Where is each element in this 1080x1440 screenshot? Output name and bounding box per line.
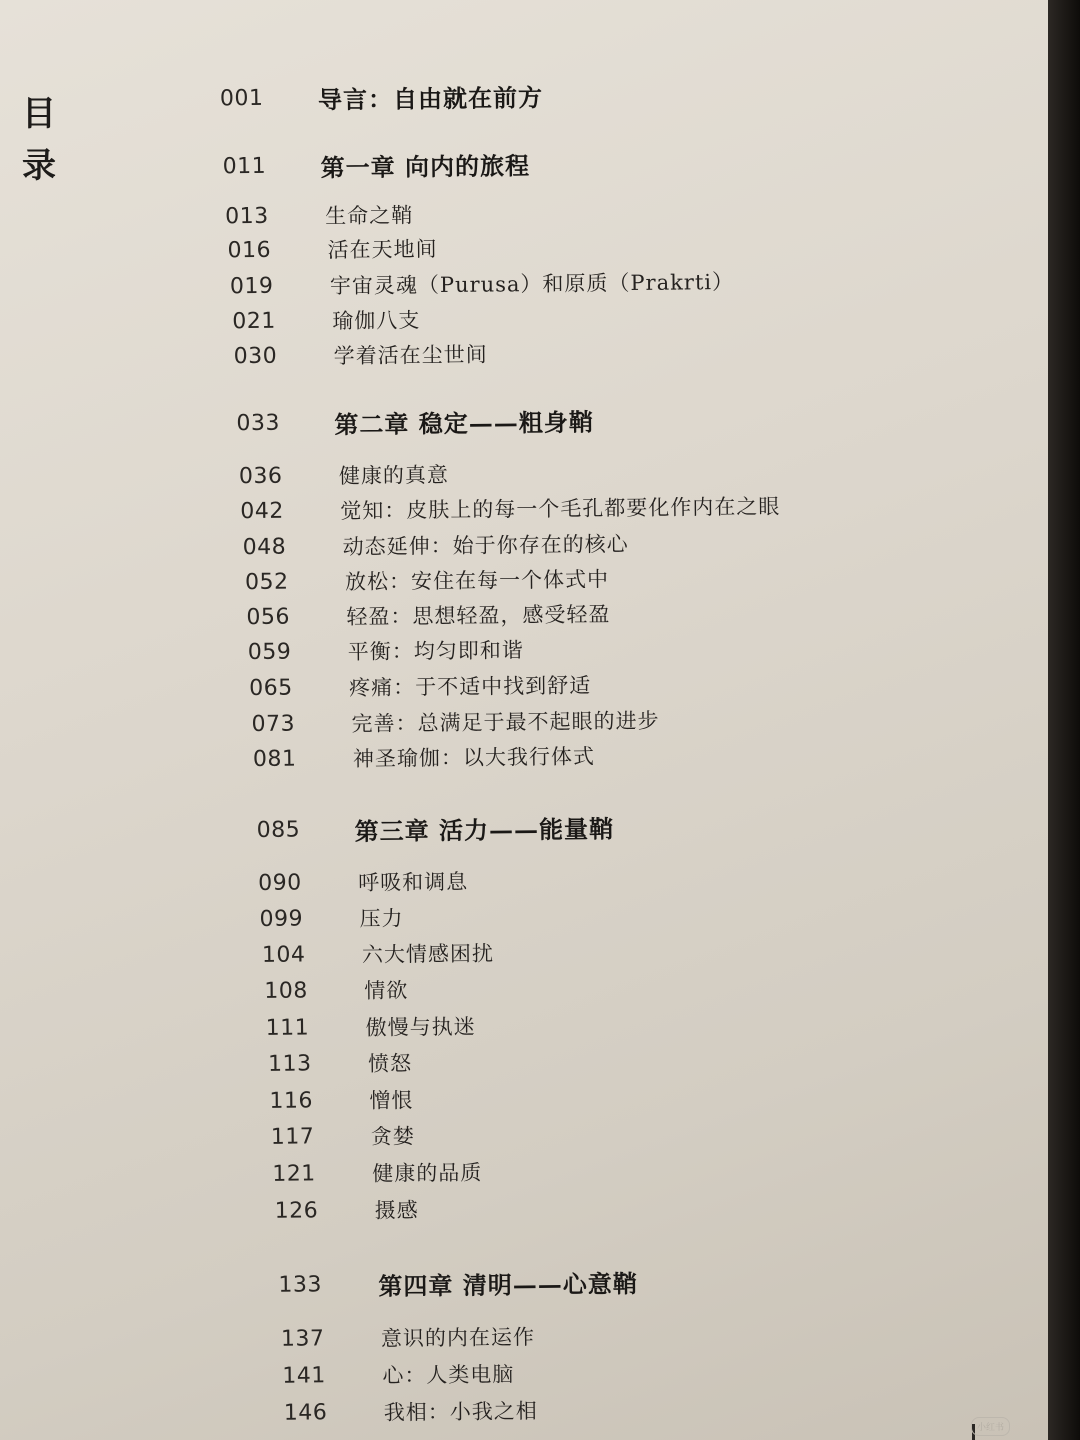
toc-entry-title: 觉知：皮肤上的每一个毛孔都要化作内在之眼 xyxy=(340,494,781,524)
toc-page-number: 133 xyxy=(278,1271,323,1298)
toc-page-number: 052 xyxy=(244,569,289,595)
toc-page-number: 137 xyxy=(280,1325,325,1352)
toc-entry-title: 心：人类电脑 xyxy=(382,1362,515,1388)
toc-entry-title: 愤怒 xyxy=(367,1051,413,1076)
toc-entry-title: 呼吸和调息 xyxy=(358,869,469,895)
toc-page-number: 090 xyxy=(258,870,302,896)
toc-entry-row[interactable] xyxy=(258,863,468,901)
toc-entry-title: 傲慢与执迷 xyxy=(365,1014,476,1040)
toc-entry-row[interactable] xyxy=(281,1318,535,1357)
toc-entry-title: 完善：总满足于最不起眼的进步 xyxy=(351,708,660,736)
toc-entry-row[interactable] xyxy=(272,1154,482,1192)
toc-page-number: 042 xyxy=(240,498,284,524)
toc-page-number: 099 xyxy=(259,905,304,932)
toc-page-number: 016 xyxy=(227,237,272,263)
toc-heading-char-1: 目 xyxy=(22,94,56,134)
toc-entry-title: 憎恨 xyxy=(369,1088,414,1113)
toc-entry-row[interactable] xyxy=(262,934,494,972)
toc-page-number: 030 xyxy=(233,343,278,369)
toc-entry-title: 轻盈：思想轻盈，感受轻盈 xyxy=(346,602,611,630)
toc-entry-title: 健康的真意 xyxy=(338,462,450,489)
toc-chapter-title: 第四章 清明——心意鞘 xyxy=(378,1268,638,1301)
toc-chapter-row[interactable] xyxy=(256,808,614,848)
toc-page-number: 073 xyxy=(251,711,296,737)
toc-page-number: 036 xyxy=(238,463,283,489)
toc-page-number: 056 xyxy=(246,604,291,630)
toc-page-number: 121 xyxy=(272,1160,316,1187)
toc-page-number: 146 xyxy=(283,1399,328,1426)
toc-entry-row[interactable] xyxy=(239,456,449,494)
toc-page-number: 019 xyxy=(229,273,274,299)
toc-page-number: 104 xyxy=(261,941,306,968)
toc-entry-row[interactable] xyxy=(264,971,408,1009)
toc-entry-title: 贪婪 xyxy=(370,1124,415,1149)
toc-chapter-title: 导言：自由就在前方 xyxy=(317,82,544,114)
toc-entry-row[interactable] xyxy=(271,1117,415,1155)
toc-entry-row[interactable] xyxy=(242,525,628,565)
toc-entry-row[interactable] xyxy=(269,1081,413,1119)
toc-page-number: 048 xyxy=(242,534,287,560)
toc-chapter-row[interactable] xyxy=(278,1263,638,1303)
toc-entry-title: 宇宙灵魂（Purusa）和原质（Prakrti） xyxy=(329,269,735,299)
toc-page-number: 021 xyxy=(232,308,276,334)
toc-page-number: 059 xyxy=(247,639,292,665)
toc-page-number: 013 xyxy=(225,203,269,229)
toc-page-number: 085 xyxy=(256,817,301,843)
toc-entry-row[interactable] xyxy=(251,702,659,742)
toc-entry-row[interactable] xyxy=(230,263,734,304)
toc-chapter-title: 第一章 向内的旅程 xyxy=(320,150,531,182)
toc-entry-row[interactable] xyxy=(248,631,524,670)
toc-entry-row[interactable] xyxy=(266,1008,476,1046)
toc-entry-row[interactable] xyxy=(274,1191,418,1229)
toc-page-number: 065 xyxy=(249,675,293,701)
toc-entry-row[interactable] xyxy=(227,230,437,268)
toc-entry-title: 生命之鞘 xyxy=(325,203,414,229)
toc-entry-row[interactable] xyxy=(225,196,413,234)
toc-entry-row[interactable] xyxy=(233,336,487,375)
toc-entry-row[interactable] xyxy=(240,487,780,529)
toc-page-number: 126 xyxy=(274,1197,319,1224)
toc-entry-title: 瑜伽八支 xyxy=(332,308,421,334)
toc-page-number: 108 xyxy=(264,977,308,1004)
page-edge-shadow xyxy=(1048,0,1080,1440)
toc-entry-row[interactable] xyxy=(245,560,609,600)
toc-entry-row[interactable] xyxy=(259,899,403,937)
toc-page-number: 001 xyxy=(219,85,264,111)
toc-page-number: 033 xyxy=(236,410,281,436)
toc-page-number: 116 xyxy=(269,1087,314,1114)
toc-entry-row[interactable] xyxy=(246,595,610,635)
toc-heading-char-2: 录 xyxy=(22,146,56,186)
toc-entry-row[interactable] xyxy=(249,666,591,706)
toc-chapter-row[interactable] xyxy=(220,77,543,116)
toc-chapter-title: 第三章 活力——能量鞘 xyxy=(354,813,615,846)
toc-entry-row[interactable] xyxy=(284,1392,538,1431)
toc-page-number: 081 xyxy=(252,746,297,772)
toc-entry-title: 平衡：均匀即和谐 xyxy=(347,638,524,665)
toc-chapter-row[interactable] xyxy=(236,401,594,441)
toc-entry-title: 活在天地间 xyxy=(327,237,438,263)
corner-watermark: 小红书 xyxy=(971,1417,1010,1436)
toc-entry-title: 学着活在尘世间 xyxy=(333,342,488,369)
toc-chapter-row[interactable] xyxy=(223,145,531,184)
toc-entry-title: 情欲 xyxy=(364,978,409,1003)
toc-entry-title: 压力 xyxy=(359,906,404,931)
toc-entry-title: 动态延伸：始于你存在的核心 xyxy=(342,532,629,560)
toc-entry-title: 六大情感困扰 xyxy=(361,941,495,967)
toc-entry-title: 神圣瑜伽：以大我行体式 xyxy=(352,744,596,771)
toc-entry-title: 意识的内在运作 xyxy=(380,1325,536,1351)
toc-entry-title: 放松：安住在每一个体式中 xyxy=(344,567,610,595)
toc-page-number: 141 xyxy=(282,1362,326,1389)
toc-page-number: 113 xyxy=(267,1050,312,1077)
toc-entry-row[interactable] xyxy=(268,1044,412,1082)
toc-page-number: 117 xyxy=(270,1123,315,1150)
toc-entry-row[interactable] xyxy=(282,1355,514,1393)
toc-entry-title: 我相：小我之相 xyxy=(383,1399,538,1425)
toc-page-number: 111 xyxy=(265,1014,310,1041)
toc-entry-title: 摄感 xyxy=(374,1198,419,1223)
toc-entry-title: 疼痛：于不适中找到舒适 xyxy=(349,673,592,700)
toc-page-number: 011 xyxy=(222,153,267,179)
toc-chapter-title: 第二章 稳定——粗身鞘 xyxy=(334,406,594,439)
toc-entry-row[interactable] xyxy=(253,737,595,777)
toc-entry-row[interactable] xyxy=(232,301,420,339)
toc-entry-title: 健康的品质 xyxy=(372,1160,483,1186)
